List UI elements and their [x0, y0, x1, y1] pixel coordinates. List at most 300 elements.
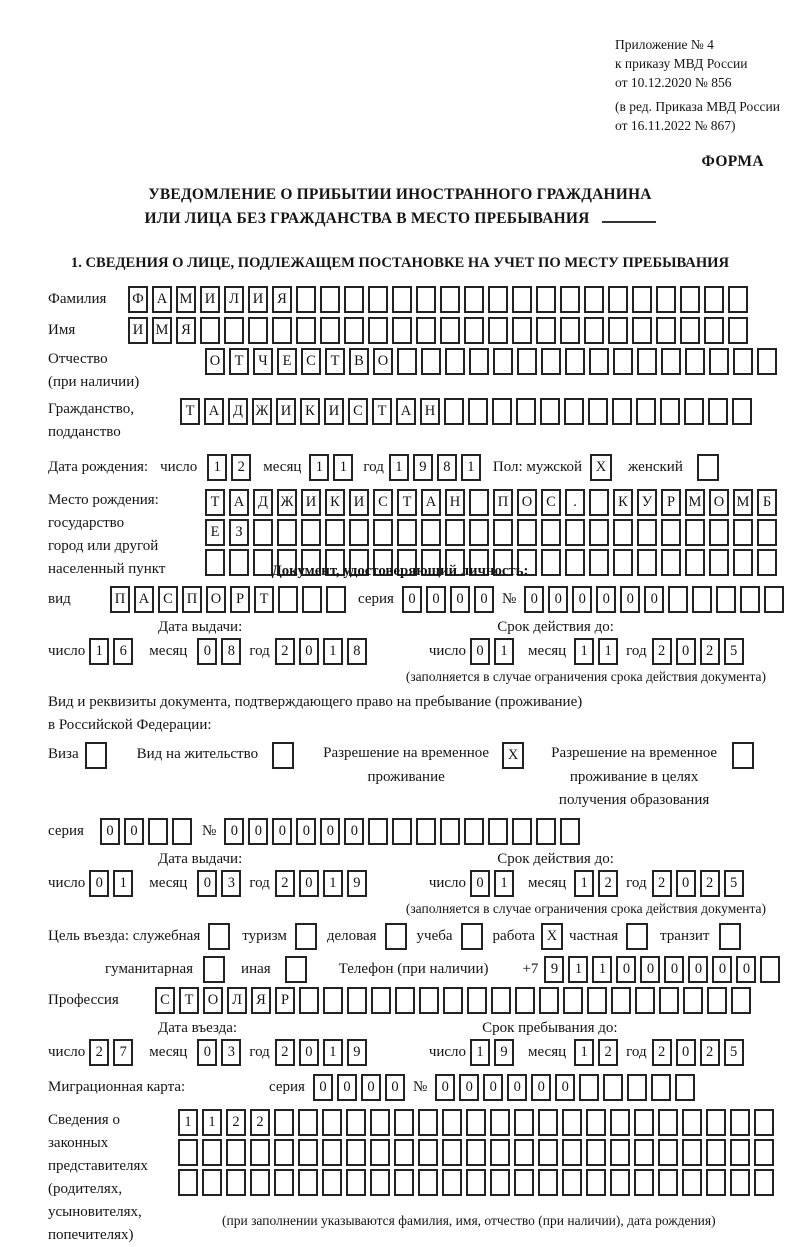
char-cell[interactable] [278, 586, 298, 613]
char-cell[interactable] [512, 286, 532, 313]
sex-male-checkbox[interactable] [590, 454, 616, 481]
char-cell[interactable] [661, 519, 681, 546]
char-cell[interactable]: О [203, 987, 223, 1014]
char-cell[interactable] [373, 519, 393, 546]
char-cell[interactable]: М [685, 489, 705, 516]
purpose-transit-checkbox[interactable] [719, 923, 745, 950]
surname-field[interactable] [128, 286, 752, 313]
char-cell[interactable] [541, 348, 561, 375]
char-cell[interactable] [394, 1169, 414, 1196]
char-cell[interactable]: Б [757, 489, 777, 516]
char-cell[interactable] [728, 286, 748, 313]
checkbox-cell[interactable] [626, 923, 648, 950]
char-cell[interactable]: 1 [202, 1109, 222, 1136]
checkbox-cell[interactable] [285, 956, 307, 983]
char-cell[interactable]: А [229, 489, 249, 516]
char-cell[interactable] [685, 519, 705, 546]
char-cell[interactable] [202, 1169, 222, 1196]
char-cell[interactable] [541, 549, 561, 576]
checkbox-cell[interactable] [203, 956, 225, 983]
char-cell[interactable]: 3 [221, 870, 241, 897]
char-cell[interactable]: Л [227, 987, 247, 1014]
char-cell[interactable]: Я [251, 987, 271, 1014]
char-cell[interactable] [560, 286, 580, 313]
char-cell[interactable]: П [493, 489, 513, 516]
char-cell[interactable] [651, 1074, 671, 1101]
char-cell[interactable]: 5 [724, 870, 744, 897]
char-cell[interactable] [611, 987, 631, 1014]
char-cell[interactable]: 0 [299, 638, 319, 665]
char-cell[interactable]: 1 [494, 638, 514, 665]
char-cell[interactable] [608, 317, 628, 344]
char-cell[interactable]: 1 [323, 1039, 343, 1066]
char-cell[interactable] [586, 1169, 606, 1196]
char-cell[interactable] [274, 1139, 294, 1166]
char-cell[interactable] [229, 549, 249, 576]
doc-issue-year-field[interactable] [275, 638, 371, 665]
char-cell[interactable] [661, 348, 681, 375]
char-cell[interactable] [491, 987, 511, 1014]
char-cell[interactable]: 0 [197, 870, 217, 897]
char-cell[interactable]: С [158, 586, 178, 613]
char-cell[interactable]: 0 [299, 870, 319, 897]
char-cell[interactable]: 0 [435, 1074, 455, 1101]
char-cell[interactable] [536, 286, 556, 313]
char-cell[interactable]: И [276, 398, 296, 425]
char-cell[interactable]: 2 [700, 638, 720, 665]
char-cell[interactable]: 1 [178, 1109, 198, 1136]
char-cell[interactable]: 1 [207, 454, 227, 481]
char-cell[interactable] [603, 1074, 623, 1101]
char-cell[interactable] [370, 1169, 390, 1196]
char-cell[interactable] [514, 1169, 534, 1196]
char-cell[interactable] [344, 317, 364, 344]
checkbox-cell[interactable] [295, 923, 317, 950]
char-cell[interactable] [517, 348, 537, 375]
char-cell[interactable] [226, 1139, 246, 1166]
purpose-humanitarian-checkbox[interactable] [203, 956, 229, 983]
char-cell[interactable]: 1 [389, 454, 409, 481]
char-cell[interactable]: 0 [712, 956, 732, 983]
char-cell[interactable]: 1 [89, 638, 109, 665]
entry-year-field[interactable] [275, 1039, 371, 1066]
char-cell[interactable] [634, 1139, 654, 1166]
char-cell[interactable] [253, 549, 273, 576]
char-cell[interactable] [466, 1109, 486, 1136]
char-cell[interactable]: 0 [470, 870, 490, 897]
char-cell[interactable] [682, 1109, 702, 1136]
birth-day-field[interactable] [207, 454, 255, 481]
char-cell[interactable] [490, 1139, 510, 1166]
char-cell[interactable] [754, 1139, 774, 1166]
char-cell[interactable]: 0 [596, 586, 616, 613]
char-cell[interactable]: 0 [459, 1074, 479, 1101]
char-cell[interactable] [586, 1109, 606, 1136]
char-cell[interactable] [277, 519, 297, 546]
stay-year-field[interactable] [652, 1039, 748, 1066]
doc-number-field[interactable] [524, 586, 788, 613]
char-cell[interactable]: И [200, 286, 220, 313]
char-cell[interactable] [589, 489, 609, 516]
char-cell[interactable] [675, 1074, 695, 1101]
char-cell[interactable]: 1 [470, 1039, 490, 1066]
char-cell[interactable] [469, 489, 489, 516]
char-cell[interactable]: . [565, 489, 585, 516]
char-cell[interactable]: О [205, 348, 225, 375]
char-cell[interactable]: 1 [461, 454, 481, 481]
char-cell[interactable] [370, 1109, 390, 1136]
char-cell[interactable]: 0 [664, 956, 684, 983]
char-cell[interactable] [442, 1169, 462, 1196]
char-cell[interactable] [757, 549, 777, 576]
char-cell[interactable] [610, 1139, 630, 1166]
char-cell[interactable]: 0 [470, 638, 490, 665]
checkbox-cell[interactable] [732, 742, 754, 769]
char-cell[interactable] [421, 348, 441, 375]
profession-field[interactable] [155, 987, 755, 1014]
char-cell[interactable] [656, 286, 676, 313]
char-cell[interactable] [492, 398, 512, 425]
char-cell[interactable] [322, 1169, 342, 1196]
char-cell[interactable] [730, 1139, 750, 1166]
char-cell[interactable] [680, 317, 700, 344]
char-cell[interactable] [514, 1139, 534, 1166]
char-cell[interactable] [301, 519, 321, 546]
char-cell[interactable]: 0 [644, 586, 664, 613]
char-cell[interactable] [418, 1109, 438, 1136]
char-cell[interactable]: 0 [474, 586, 494, 613]
char-cell[interactable] [685, 348, 705, 375]
visa-checkbox[interactable] [85, 742, 111, 769]
char-cell[interactable]: К [300, 398, 320, 425]
char-cell[interactable] [733, 348, 753, 375]
purpose-work-checkbox[interactable] [541, 923, 567, 950]
char-cell[interactable]: 0 [620, 586, 640, 613]
purpose-private-checkbox[interactable] [626, 923, 652, 950]
char-cell[interactable] [632, 286, 652, 313]
char-cell[interactable] [178, 1139, 198, 1166]
char-cell[interactable]: Ж [252, 398, 272, 425]
birthplace-field-row1[interactable] [205, 489, 781, 516]
stay-month-field[interactable] [574, 1039, 622, 1066]
char-cell[interactable] [706, 1109, 726, 1136]
purpose-tourism-checkbox[interactable] [295, 923, 321, 950]
char-cell[interactable] [445, 519, 465, 546]
char-cell[interactable] [541, 519, 561, 546]
char-cell[interactable]: 0 [736, 956, 756, 983]
char-cell[interactable] [684, 398, 704, 425]
char-cell[interactable]: К [325, 489, 345, 516]
char-cell[interactable] [469, 519, 489, 546]
char-cell[interactable]: 1 [592, 956, 612, 983]
char-cell[interactable] [302, 586, 322, 613]
char-cell[interactable] [587, 987, 607, 1014]
char-cell[interactable] [322, 1139, 342, 1166]
char-cell[interactable]: Т [397, 489, 417, 516]
char-cell[interactable]: 1 [113, 870, 133, 897]
char-cell[interactable]: 1 [494, 870, 514, 897]
char-cell[interactable] [298, 1169, 318, 1196]
residence-exp-day-field[interactable] [470, 870, 518, 897]
char-cell[interactable] [627, 1074, 647, 1101]
char-cell[interactable] [416, 317, 436, 344]
char-cell[interactable] [565, 519, 585, 546]
char-cell[interactable]: Р [230, 586, 250, 613]
char-cell[interactable]: О [373, 348, 393, 375]
char-cell[interactable] [512, 818, 532, 845]
char-cell[interactable]: 1 [333, 454, 353, 481]
checkbox-cell[interactable] [697, 454, 719, 481]
char-cell[interactable] [392, 818, 412, 845]
char-cell[interactable] [172, 818, 192, 845]
char-cell[interactable] [610, 1169, 630, 1196]
char-cell[interactable] [562, 1139, 582, 1166]
char-cell[interactable] [488, 286, 508, 313]
char-cell[interactable]: Е [277, 348, 297, 375]
char-cell[interactable]: Ф [128, 286, 148, 313]
char-cell[interactable]: 9 [347, 1039, 367, 1066]
checkbox-cell[interactable]: X [590, 454, 612, 481]
purpose-official-checkbox[interactable] [208, 923, 234, 950]
char-cell[interactable]: 0 [299, 1039, 319, 1066]
char-cell[interactable] [613, 519, 633, 546]
char-cell[interactable] [660, 398, 680, 425]
char-cell[interactable]: И [301, 489, 321, 516]
char-cell[interactable] [589, 348, 609, 375]
doc-issue-day-field[interactable] [89, 638, 137, 665]
char-cell[interactable] [731, 987, 751, 1014]
char-cell[interactable] [562, 1109, 582, 1136]
char-cell[interactable] [538, 1169, 558, 1196]
char-cell[interactable]: А [152, 286, 172, 313]
char-cell[interactable] [347, 987, 367, 1014]
char-cell[interactable]: 0 [640, 956, 660, 983]
char-cell[interactable] [395, 987, 415, 1014]
char-cell[interactable] [178, 1169, 198, 1196]
char-cell[interactable]: Д [228, 398, 248, 425]
migration-number-field[interactable] [435, 1074, 699, 1101]
char-cell[interactable] [708, 398, 728, 425]
doc-issue-month-field[interactable] [197, 638, 245, 665]
char-cell[interactable] [536, 818, 556, 845]
char-cell[interactable] [565, 348, 585, 375]
char-cell[interactable]: 0 [616, 956, 636, 983]
char-cell[interactable] [754, 1109, 774, 1136]
char-cell[interactable] [346, 1109, 366, 1136]
residence-issue-month-field[interactable] [197, 870, 245, 897]
char-cell[interactable] [226, 1169, 246, 1196]
char-cell[interactable] [565, 549, 585, 576]
char-cell[interactable] [517, 519, 537, 546]
char-cell[interactable] [540, 398, 560, 425]
char-cell[interactable] [584, 317, 604, 344]
char-cell[interactable]: 0 [483, 1074, 503, 1101]
char-cell[interactable] [563, 987, 583, 1014]
char-cell[interactable] [612, 398, 632, 425]
char-cell[interactable] [560, 818, 580, 845]
char-cell[interactable]: 0 [426, 586, 446, 613]
char-cell[interactable]: З [229, 519, 249, 546]
char-cell[interactable] [272, 317, 292, 344]
char-cell[interactable] [250, 1169, 270, 1196]
char-cell[interactable]: 0 [344, 818, 364, 845]
char-cell[interactable] [205, 549, 225, 576]
char-cell[interactable]: 2 [275, 638, 295, 665]
char-cell[interactable] [757, 519, 777, 546]
char-cell[interactable] [589, 519, 609, 546]
char-cell[interactable]: 2 [275, 1039, 295, 1066]
char-cell[interactable] [418, 1169, 438, 1196]
char-cell[interactable]: 0 [224, 818, 244, 845]
char-cell[interactable] [706, 1139, 726, 1166]
char-cell[interactable]: 2 [652, 1039, 672, 1066]
char-cell[interactable]: 6 [113, 638, 133, 665]
checkbox-cell[interactable] [385, 923, 407, 950]
char-cell[interactable] [632, 317, 652, 344]
char-cell[interactable] [442, 1139, 462, 1166]
char-cell[interactable]: С [541, 489, 561, 516]
char-cell[interactable] [754, 1169, 774, 1196]
char-cell[interactable]: 1 [598, 638, 618, 665]
representatives-field-row2[interactable] [178, 1139, 778, 1166]
char-cell[interactable] [392, 317, 412, 344]
char-cell[interactable] [682, 1139, 702, 1166]
char-cell[interactable]: 0 [507, 1074, 527, 1101]
residence-issue-year-field[interactable] [275, 870, 371, 897]
char-cell[interactable] [320, 317, 340, 344]
char-cell[interactable] [560, 317, 580, 344]
char-cell[interactable]: Т [325, 348, 345, 375]
char-cell[interactable]: 0 [688, 956, 708, 983]
char-cell[interactable]: 0 [248, 818, 268, 845]
residence-exp-month-field[interactable] [574, 870, 622, 897]
char-cell[interactable]: 2 [598, 1039, 618, 1066]
char-cell[interactable] [613, 549, 633, 576]
char-cell[interactable] [730, 1169, 750, 1196]
char-cell[interactable]: 9 [413, 454, 433, 481]
char-cell[interactable] [656, 317, 676, 344]
char-cell[interactable]: О [517, 489, 537, 516]
char-cell[interactable] [730, 1109, 750, 1136]
purpose-business-checkbox[interactable] [385, 923, 411, 950]
char-cell[interactable] [733, 519, 753, 546]
char-cell[interactable]: 1 [574, 870, 594, 897]
char-cell[interactable] [588, 398, 608, 425]
char-cell[interactable]: 0 [572, 586, 592, 613]
char-cell[interactable] [658, 1139, 678, 1166]
char-cell[interactable] [466, 1139, 486, 1166]
char-cell[interactable]: 0 [272, 818, 292, 845]
char-cell[interactable] [394, 1139, 414, 1166]
char-cell[interactable] [732, 398, 752, 425]
char-cell[interactable]: И [248, 286, 268, 313]
char-cell[interactable]: 1 [574, 1039, 594, 1066]
char-cell[interactable]: 5 [724, 638, 744, 665]
char-cell[interactable]: 0 [402, 586, 422, 613]
char-cell[interactable] [488, 818, 508, 845]
char-cell[interactable] [538, 1109, 558, 1136]
char-cell[interactable]: 2 [700, 1039, 720, 1066]
char-cell[interactable] [299, 987, 319, 1014]
char-cell[interactable] [728, 317, 748, 344]
char-cell[interactable] [322, 1109, 342, 1136]
char-cell[interactable] [637, 348, 657, 375]
checkbox-cell[interactable] [272, 742, 294, 769]
citizenship-field[interactable] [180, 398, 756, 425]
checkbox-cell[interactable] [208, 923, 230, 950]
char-cell[interactable] [416, 818, 436, 845]
char-cell[interactable] [634, 1169, 654, 1196]
patronymic-field[interactable] [205, 348, 781, 375]
firstname-field[interactable] [128, 317, 752, 344]
char-cell[interactable] [512, 317, 532, 344]
representatives-field-row3[interactable] [178, 1169, 778, 1196]
char-cell[interactable] [709, 348, 729, 375]
char-cell[interactable]: 0 [676, 638, 696, 665]
char-cell[interactable]: 8 [347, 638, 367, 665]
char-cell[interactable]: У [637, 489, 657, 516]
char-cell[interactable] [148, 818, 168, 845]
char-cell[interactable]: Я [272, 286, 292, 313]
char-cell[interactable]: А [204, 398, 224, 425]
char-cell[interactable] [325, 519, 345, 546]
char-cell[interactable] [683, 987, 703, 1014]
char-cell[interactable] [516, 398, 536, 425]
char-cell[interactable]: 2 [250, 1109, 270, 1136]
migration-series-field[interactable] [313, 1074, 409, 1101]
char-cell[interactable] [659, 987, 679, 1014]
char-cell[interactable]: 2 [89, 1039, 109, 1066]
char-cell[interactable]: Я [176, 317, 196, 344]
char-cell[interactable] [440, 286, 460, 313]
char-cell[interactable] [464, 818, 484, 845]
char-cell[interactable]: 0 [676, 870, 696, 897]
char-cell[interactable]: 2 [700, 870, 720, 897]
char-cell[interactable] [658, 1169, 678, 1196]
char-cell[interactable] [274, 1109, 294, 1136]
char-cell[interactable] [661, 549, 681, 576]
char-cell[interactable] [586, 1139, 606, 1166]
char-cell[interactable]: Д [253, 489, 273, 516]
representatives-field-row1[interactable] [178, 1109, 778, 1136]
char-cell[interactable] [202, 1139, 222, 1166]
residence-series-field[interactable] [100, 818, 196, 845]
checkbox-cell[interactable]: X [541, 923, 563, 950]
char-cell[interactable] [200, 317, 220, 344]
char-cell[interactable]: 2 [231, 454, 251, 481]
char-cell[interactable] [760, 956, 780, 983]
char-cell[interactable] [397, 519, 417, 546]
char-cell[interactable]: 0 [124, 818, 144, 845]
char-cell[interactable] [421, 519, 441, 546]
char-cell[interactable] [589, 549, 609, 576]
birthplace-field-row2[interactable] [205, 519, 781, 546]
char-cell[interactable]: Р [661, 489, 681, 516]
char-cell[interactable] [468, 398, 488, 425]
char-cell[interactable]: 0 [296, 818, 316, 845]
purpose-other-checkbox[interactable] [285, 956, 311, 983]
char-cell[interactable]: С [373, 489, 393, 516]
char-cell[interactable] [579, 1074, 599, 1101]
doc-exp-month-field[interactable] [574, 638, 622, 665]
char-cell[interactable]: Т [254, 586, 274, 613]
char-cell[interactable]: 3 [221, 1039, 241, 1066]
residence-number-field[interactable] [224, 818, 584, 845]
char-cell[interactable]: 0 [197, 1039, 217, 1066]
char-cell[interactable] [368, 286, 388, 313]
char-cell[interactable] [493, 519, 513, 546]
char-cell[interactable]: К [613, 489, 633, 516]
